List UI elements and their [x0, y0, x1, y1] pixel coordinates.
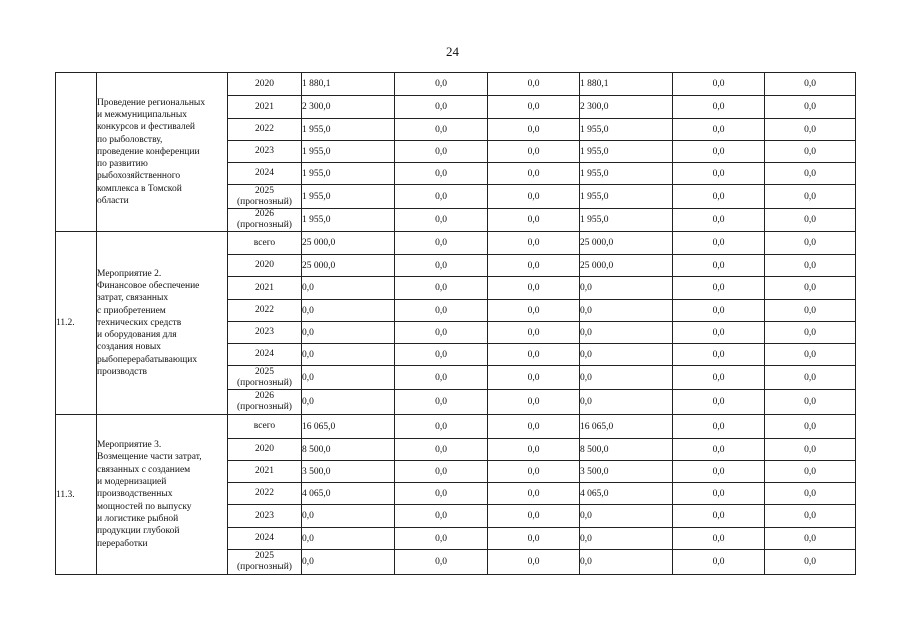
value-cell: 0,0 [580, 277, 673, 300]
year-cell [228, 483, 302, 505]
value-cell: 0,0 [488, 185, 580, 209]
value-cell: 1 955,0 [302, 141, 395, 163]
value-cell: 0,0 [673, 322, 765, 344]
description-line: Возмещение части затрат, [97, 452, 202, 463]
value-cell: 0,0 [673, 300, 765, 322]
value-cell: 1 955,0 [302, 119, 395, 141]
value-cell: 0,0 [488, 96, 580, 119]
value-cell: 0,0 [488, 550, 580, 575]
value-cell: 1 955,0 [302, 185, 395, 209]
value-cell: 1 880,1 [580, 73, 673, 96]
year-cell [228, 505, 302, 528]
value-cell: 0,0 [580, 528, 673, 550]
table-row [56, 415, 856, 439]
description-line: по развитию [97, 159, 148, 170]
value-cell: 1 955,0 [302, 209, 395, 232]
value-cell: 0,0 [488, 461, 580, 483]
value-cell: 2 300,0 [580, 96, 673, 119]
year-cell [228, 550, 302, 575]
description-line: конкурсов и фестивалей [97, 122, 195, 133]
value-cell: 0,0 [395, 550, 488, 575]
value-cell: 0,0 [765, 300, 856, 322]
year-label: (прогнозный) [237, 220, 292, 230]
page-number: 24 [446, 44, 459, 59]
description-line: Финансовое обеспечение [97, 280, 200, 291]
value-cell: 0,0 [765, 119, 856, 141]
value-cell: 0,0 [395, 528, 488, 550]
value-cell: 0,0 [395, 232, 488, 255]
value-cell: 25 000,0 [302, 232, 395, 255]
year-label: 2020 [255, 78, 274, 89]
value-cell: 0,0 [488, 483, 580, 505]
value-cell: 0,0 [765, 141, 856, 163]
value-cell: 0,0 [395, 141, 488, 163]
description-line: проведение конференции [97, 146, 200, 157]
value-cell: 0,0 [673, 528, 765, 550]
value-cell: 25 000,0 [580, 232, 673, 255]
value-cell: 0,0 [580, 550, 673, 575]
value-cell: 0,0 [673, 255, 765, 277]
year-label: 2024 [255, 533, 274, 543]
description-line: Мероприятие 3. [97, 440, 162, 451]
item-number [56, 73, 97, 232]
year-label: 2022 [255, 488, 274, 498]
description-line: области [97, 196, 129, 207]
value-cell: 8 500,0 [580, 439, 673, 461]
description-line: Мероприятие 2. [97, 268, 162, 279]
description-line: переработки [97, 538, 148, 549]
value-cell: 1 955,0 [580, 163, 673, 185]
value-cell: 0,0 [765, 483, 856, 505]
year-label: 2023 [255, 327, 274, 337]
year-cell [228, 390, 302, 415]
description-line: связанных с созданием [97, 464, 191, 475]
year-cell [228, 73, 302, 96]
year-cell [228, 209, 302, 232]
year-cell [228, 300, 302, 322]
value-cell: 0,0 [765, 528, 856, 550]
value-cell: 0,0 [580, 300, 673, 322]
value-cell: 0,0 [395, 390, 488, 415]
value-cell: 0,0 [395, 96, 488, 119]
year-label: всего [253, 421, 276, 431]
description-line: производственных [97, 489, 173, 500]
value-cell: 0,0 [673, 277, 765, 300]
value-cell: 0,0 [488, 505, 580, 528]
value-cell: 0,0 [488, 141, 580, 163]
value-cell: 0,0 [302, 366, 395, 390]
description-line: с приобретением [97, 305, 166, 316]
value-cell: 0,0 [395, 461, 488, 483]
table-row [56, 232, 856, 255]
year-label: (прогнозный) [237, 377, 292, 388]
item-number: 11.2. [56, 232, 97, 415]
value-cell: 0,0 [395, 255, 488, 277]
value-cell: 1 955,0 [580, 141, 673, 163]
value-cell: 0,0 [673, 163, 765, 185]
description-line: рыбохозяйственного [97, 171, 181, 182]
value-cell: 0,0 [395, 344, 488, 366]
year-label: 2023 [255, 510, 274, 521]
value-cell: 0,0 [673, 185, 765, 209]
value-cell: 0,0 [395, 277, 488, 300]
value-cell: 0,0 [488, 163, 580, 185]
value-cell: 0,0 [673, 366, 765, 390]
value-cell: 0,0 [580, 505, 673, 528]
description-line: мощностей по выпуску [97, 501, 192, 512]
value-cell: 0,0 [302, 344, 395, 366]
value-cell: 0,0 [673, 550, 765, 575]
table-row [56, 73, 856, 96]
value-cell: 0,0 [765, 209, 856, 232]
value-cell: 0,0 [673, 141, 765, 163]
value-cell: 0,0 [488, 73, 580, 96]
description-line: и межмуниципальных [97, 109, 188, 120]
value-cell: 0,0 [765, 322, 856, 344]
item-description [97, 232, 228, 415]
budget-table [55, 72, 856, 575]
year-label: 2024 [255, 349, 274, 359]
value-cell: 0,0 [765, 232, 856, 255]
value-cell: 3 500,0 [302, 461, 395, 483]
description-line: и оборудования для [97, 330, 177, 341]
value-cell: 16 065,0 [580, 415, 673, 439]
year-cell [228, 528, 302, 550]
value-cell: 0,0 [765, 96, 856, 119]
value-cell: 0,0 [395, 415, 488, 439]
value-cell: 4 065,0 [580, 483, 673, 505]
value-cell: 0,0 [302, 505, 395, 528]
year-label: 2021 [255, 101, 274, 112]
value-cell: 0,0 [673, 390, 765, 415]
year-label: 2026 [255, 391, 274, 401]
value-cell: 0,0 [302, 550, 395, 575]
value-cell: 0,0 [673, 232, 765, 255]
value-cell: 0,0 [488, 322, 580, 344]
value-cell: 1 955,0 [302, 163, 395, 185]
description-line: по рыболовству, [97, 134, 163, 145]
value-cell: 0,0 [395, 505, 488, 528]
year-label: (прогнозный) [237, 562, 292, 572]
value-cell: 0,0 [395, 366, 488, 390]
value-cell: 0,0 [580, 390, 673, 415]
value-cell: 0,0 [765, 461, 856, 483]
year-label: 2025 [255, 366, 274, 377]
value-cell: 0,0 [488, 209, 580, 232]
value-cell: 0,0 [673, 505, 765, 528]
year-cell [228, 141, 302, 163]
value-cell: 0,0 [765, 185, 856, 209]
value-cell: 0,0 [395, 73, 488, 96]
value-cell: 0,0 [395, 483, 488, 505]
year-label: (прогнозный) [237, 196, 292, 207]
value-cell: 0,0 [488, 390, 580, 415]
year-cell [228, 366, 302, 390]
year-label: (прогнозный) [237, 402, 292, 412]
year-label: 2022 [255, 124, 274, 134]
value-cell: 0,0 [488, 415, 580, 439]
value-cell: 0,0 [673, 344, 765, 366]
value-cell: 0,0 [673, 119, 765, 141]
value-cell: 0,0 [765, 550, 856, 575]
value-cell: 0,0 [488, 439, 580, 461]
value-cell: 25 000,0 [302, 255, 395, 277]
year-label: 2020 [255, 260, 274, 270]
value-cell: 0,0 [395, 439, 488, 461]
year-cell [228, 322, 302, 344]
value-cell: 0,0 [395, 163, 488, 185]
value-cell: 4 065,0 [302, 483, 395, 505]
value-cell: 0,0 [488, 366, 580, 390]
value-cell: 0,0 [395, 185, 488, 209]
value-cell: 0,0 [302, 528, 395, 550]
value-cell: 0,0 [488, 277, 580, 300]
description-line: производств [97, 367, 148, 378]
value-cell: 0,0 [302, 390, 395, 415]
value-cell: 0,0 [765, 415, 856, 439]
value-cell: 0,0 [488, 300, 580, 322]
value-cell: 0,0 [395, 119, 488, 141]
value-cell: 0,0 [673, 461, 765, 483]
value-cell: 0,0 [765, 344, 856, 366]
value-cell: 0,0 [488, 119, 580, 141]
year-label: всего [253, 237, 276, 248]
year-cell [228, 163, 302, 185]
description-line: и логистике рыбной [97, 513, 179, 524]
value-cell: 0,0 [488, 232, 580, 255]
description-line: рыбоперерабатывающих [97, 354, 198, 365]
year-cell [228, 344, 302, 366]
value-cell: 0,0 [673, 209, 765, 232]
value-cell: 0,0 [488, 344, 580, 366]
value-cell: 25 000,0 [580, 255, 673, 277]
description-line: Проведение региональных [97, 97, 206, 108]
value-cell: 0,0 [673, 439, 765, 461]
description-line: комплекса в Томской [97, 183, 182, 194]
value-cell: 0,0 [395, 322, 488, 344]
value-cell: 0,0 [765, 73, 856, 96]
year-cell [228, 232, 302, 255]
value-cell: 0,0 [395, 209, 488, 232]
value-cell: 1 880,1 [302, 73, 395, 96]
item-number: 11.3. [56, 415, 97, 575]
value-cell: 0,0 [673, 96, 765, 119]
description-line: технических средств [97, 317, 182, 328]
year-label: 2024 [255, 168, 274, 178]
year-cell [228, 96, 302, 119]
value-cell: 0,0 [673, 73, 765, 96]
value-cell: 0,0 [673, 483, 765, 505]
value-cell: 1 955,0 [580, 209, 673, 232]
value-cell: 16 065,0 [302, 415, 395, 439]
value-cell: 0,0 [765, 163, 856, 185]
year-cell [228, 277, 302, 300]
year-cell [228, 415, 302, 439]
value-cell: 0,0 [580, 322, 673, 344]
year-cell [228, 439, 302, 461]
value-cell: 0,0 [302, 277, 395, 300]
description-line: и модернизацией [97, 477, 167, 488]
value-cell: 0,0 [580, 366, 673, 390]
year-label: 2020 [255, 444, 274, 454]
description-line: продукции глубокой [97, 526, 180, 537]
year-label: 2025 [255, 551, 274, 561]
value-cell: 8 500,0 [302, 439, 395, 461]
value-cell: 0,0 [302, 322, 395, 344]
table-body [56, 73, 856, 575]
value-cell: 0,0 [765, 505, 856, 528]
description-line: затрат, связанных [97, 293, 169, 304]
value-cell: 2 300,0 [302, 96, 395, 119]
value-cell: 3 500,0 [580, 461, 673, 483]
year-cell [228, 255, 302, 277]
value-cell: 0,0 [765, 255, 856, 277]
year-label: 2021 [255, 466, 274, 476]
value-cell: 0,0 [302, 300, 395, 322]
value-cell: 0,0 [765, 390, 856, 415]
value-cell: 0,0 [488, 255, 580, 277]
value-cell: 0,0 [395, 300, 488, 322]
year-cell [228, 185, 302, 209]
item-description [97, 415, 228, 575]
value-cell: 0,0 [580, 344, 673, 366]
value-cell: 1 955,0 [580, 119, 673, 141]
year-label: 2023 [255, 146, 274, 156]
year-label: 2026 [255, 209, 274, 219]
value-cell: 1 955,0 [580, 185, 673, 209]
year-label: 2022 [255, 305, 274, 315]
value-cell: 0,0 [488, 528, 580, 550]
item-description [97, 73, 228, 232]
year-label: 2021 [255, 282, 274, 293]
year-label: 2025 [255, 185, 274, 196]
value-cell: 0,0 [765, 277, 856, 300]
value-cell: 0,0 [673, 415, 765, 439]
value-cell: 0,0 [765, 366, 856, 390]
year-cell [228, 461, 302, 483]
description-line: создания новых [97, 342, 161, 353]
value-cell: 0,0 [765, 439, 856, 461]
year-cell [228, 119, 302, 141]
